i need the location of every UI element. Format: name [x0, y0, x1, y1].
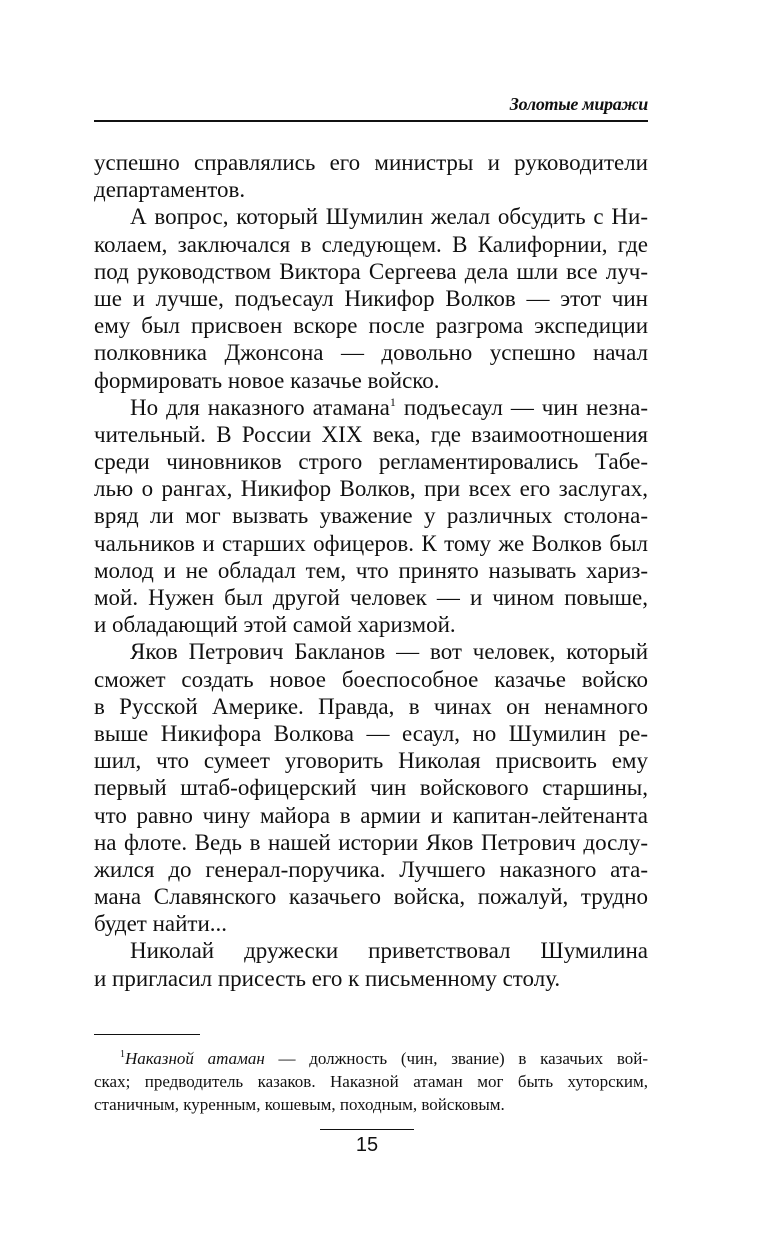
text-line: в Русской Америке. Правда, в чинах он ненамного: [94, 693, 648, 719]
text-line: шил, что сумеет уговорить Николая присвоить ему: [94, 748, 648, 774]
text-line: на флоте. Ведь в нашей истории Яков Петрович дослу-: [94, 829, 648, 855]
footnote-reference[interactable]: 1: [389, 394, 396, 409]
text-line: А вопрос, который Шумилин желал обсудить с Ни-: [130, 204, 648, 230]
footnote-term: Наказной атаман: [125, 1049, 265, 1068]
page-number: 15: [355, 1134, 379, 1156]
footnote-marker: 1: [120, 1049, 125, 1060]
text-line: мана Славянского казачьего войска, пожалуй, трудно: [94, 884, 648, 910]
text-line: чальников и старших офицеров. К тому же Волков был: [94, 530, 648, 556]
text-line: молод и не обладал тем, что принято называть хариз-: [94, 557, 648, 583]
text-line: департаментов.: [94, 177, 246, 203]
text-line: лью о рангах, Никифор Волков, при всех его заслугах,: [94, 476, 648, 502]
footnote: [94, 1047, 648, 1116]
page-number-rule: [320, 1129, 414, 1130]
text-fragment: Но для наказного атамана: [130, 394, 390, 420]
text-line: сможет создать новое боеспособное казачье войско: [94, 666, 648, 692]
text-line: жился до генерал-поручика. Лучшего наказного ата-: [94, 856, 648, 882]
footnote-line: станичным, куренным, кошевым, походным, войсковым.: [94, 1095, 505, 1114]
text-line: будет найти...: [94, 911, 228, 937]
text-line: [94, 394, 648, 421]
footnote-rule: [94, 1034, 200, 1035]
text-line: Яков Петрович Бакланов — вот человек, который: [130, 639, 648, 665]
running-head: Золотые миражи: [509, 94, 648, 114]
text-fragment: подъесаул — чин незна-: [395, 394, 648, 420]
text-line: формировать новое казачье войско.: [94, 367, 440, 393]
text-line: среди чиновников строго регламентировались Табе-: [94, 449, 648, 475]
text-line: первый штаб-офицерский чин войскового старшины,: [94, 775, 648, 801]
text-line: и обладающий этой самой харизмой.: [94, 612, 456, 638]
footnote-line: сках; предводитель казаков. Наказной атаман мог быть хуторским,: [94, 1072, 648, 1091]
text-line: что равно чину майора в армии и капитан-лейтенанта: [94, 802, 648, 828]
text-line: под руководством Виктора Сергеева дела шли все луч-: [94, 258, 648, 284]
text-line: колаем, заключался в следующем. В Калифорнии, где: [94, 231, 648, 257]
text-line: полковника Джонсона — довольно успешно начал: [94, 340, 648, 366]
header-rule: [94, 120, 648, 122]
text-line: выше Никифора Волкова — есаул, но Шумилин ре-: [94, 720, 648, 746]
text-line: ему был присвоен вскоре после разгрома экспедиции: [94, 313, 648, 339]
text-line: успешно справлялись его министры и руководители: [94, 150, 648, 175]
body-text: [94, 149, 648, 992]
text-line: ше и лучше, подъесаул Никифор Волков — этот чин: [94, 285, 648, 311]
footnote-text: — должность (чин, звание) в казачьих вой-: [264, 1049, 649, 1068]
text-line: чительный. В России XIX века, где взаимоотношения: [94, 421, 648, 447]
text-line: Николай дружески приветствовал Шумилина: [130, 938, 648, 964]
text-line: мой. Нужен был другой человек — и чином повыше,: [94, 585, 648, 610]
text-line: и пригласил присесть его к письменному столу.: [94, 965, 561, 991]
footnote-line: [94, 1047, 648, 1070]
text-line: вряд ли мог вызвать уважение у различных столона-: [94, 503, 648, 529]
